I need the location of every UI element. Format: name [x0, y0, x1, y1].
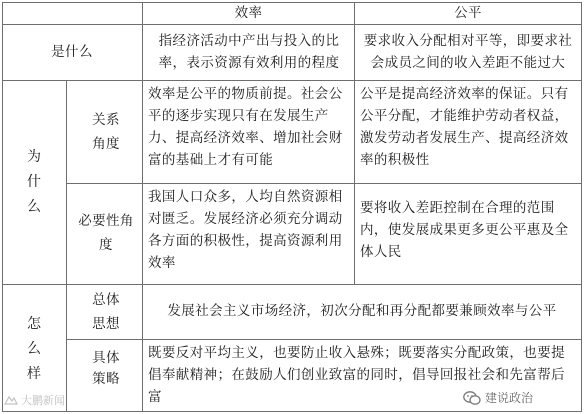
comparison-table — [2, 2, 582, 412]
watermark-left-text: 大鹏新闻 — [21, 394, 65, 407]
group-label-why: 为什么 — [27, 149, 41, 215]
header-efficiency: 效率 — [234, 5, 263, 21]
watermark-left — [4, 392, 65, 408]
header-fairness: 公平 — [454, 5, 482, 21]
how-overall-label: 总体思想 — [92, 292, 120, 332]
why-relation-efficiency: 效率是公平的物质前提。社会公平的逐步实现只有在发展生产力、提高经济效率、增加社会财富的基础上才有可能 — [148, 86, 343, 168]
wechat-icon — [463, 390, 481, 406]
how-strategy-content: 既要反对平均主义，也要防止收入悬殊；既要落实分配政策，也要提倡奉献精神；在鼓励人们创业致富的同时，倡导回报社会和先富帮后富 — [148, 345, 565, 405]
why-necessity-efficiency: 我国人口众多，人均自然资源相对匮乏。发展经济必须充分调动各方面的积极性，提高资源利用效率 — [148, 189, 343, 271]
what-fairness: 要求收入分配相对平等，即要求社会成员之间的收入差距不能过大 — [363, 33, 573, 71]
how-strategy-label: 具体策略 — [92, 350, 120, 387]
watermark-right-text: 建说政治 — [485, 391, 534, 405]
why-relation-label: 关系角度 — [92, 112, 120, 152]
why-necessity-label: 必要性角度 — [78, 213, 134, 253]
group-label-how: 怎么样 — [27, 316, 41, 382]
why-relation-fairness: 公平是提高经济效率的保证。只有公平分配，才能维护劳动者权益，激发劳动者发展生产、提高经济效率的积极性 — [360, 86, 569, 168]
what-efficiency: 指经济活动中产出与投入的比率，表示资源有效利用的程度 — [158, 33, 340, 71]
row-label-what: 是什么 — [51, 44, 93, 60]
how-overall-content: 发展社会主义市场经济，初次分配和再分配都要兼顾效率与公平 — [167, 303, 557, 319]
watermark-right — [460, 388, 536, 407]
media-logo-icon — [4, 394, 18, 406]
why-necessity-fairness: 要将收入差距控制在合理的范围内，使发展成果更多更公平惠及全体人民 — [360, 200, 569, 260]
